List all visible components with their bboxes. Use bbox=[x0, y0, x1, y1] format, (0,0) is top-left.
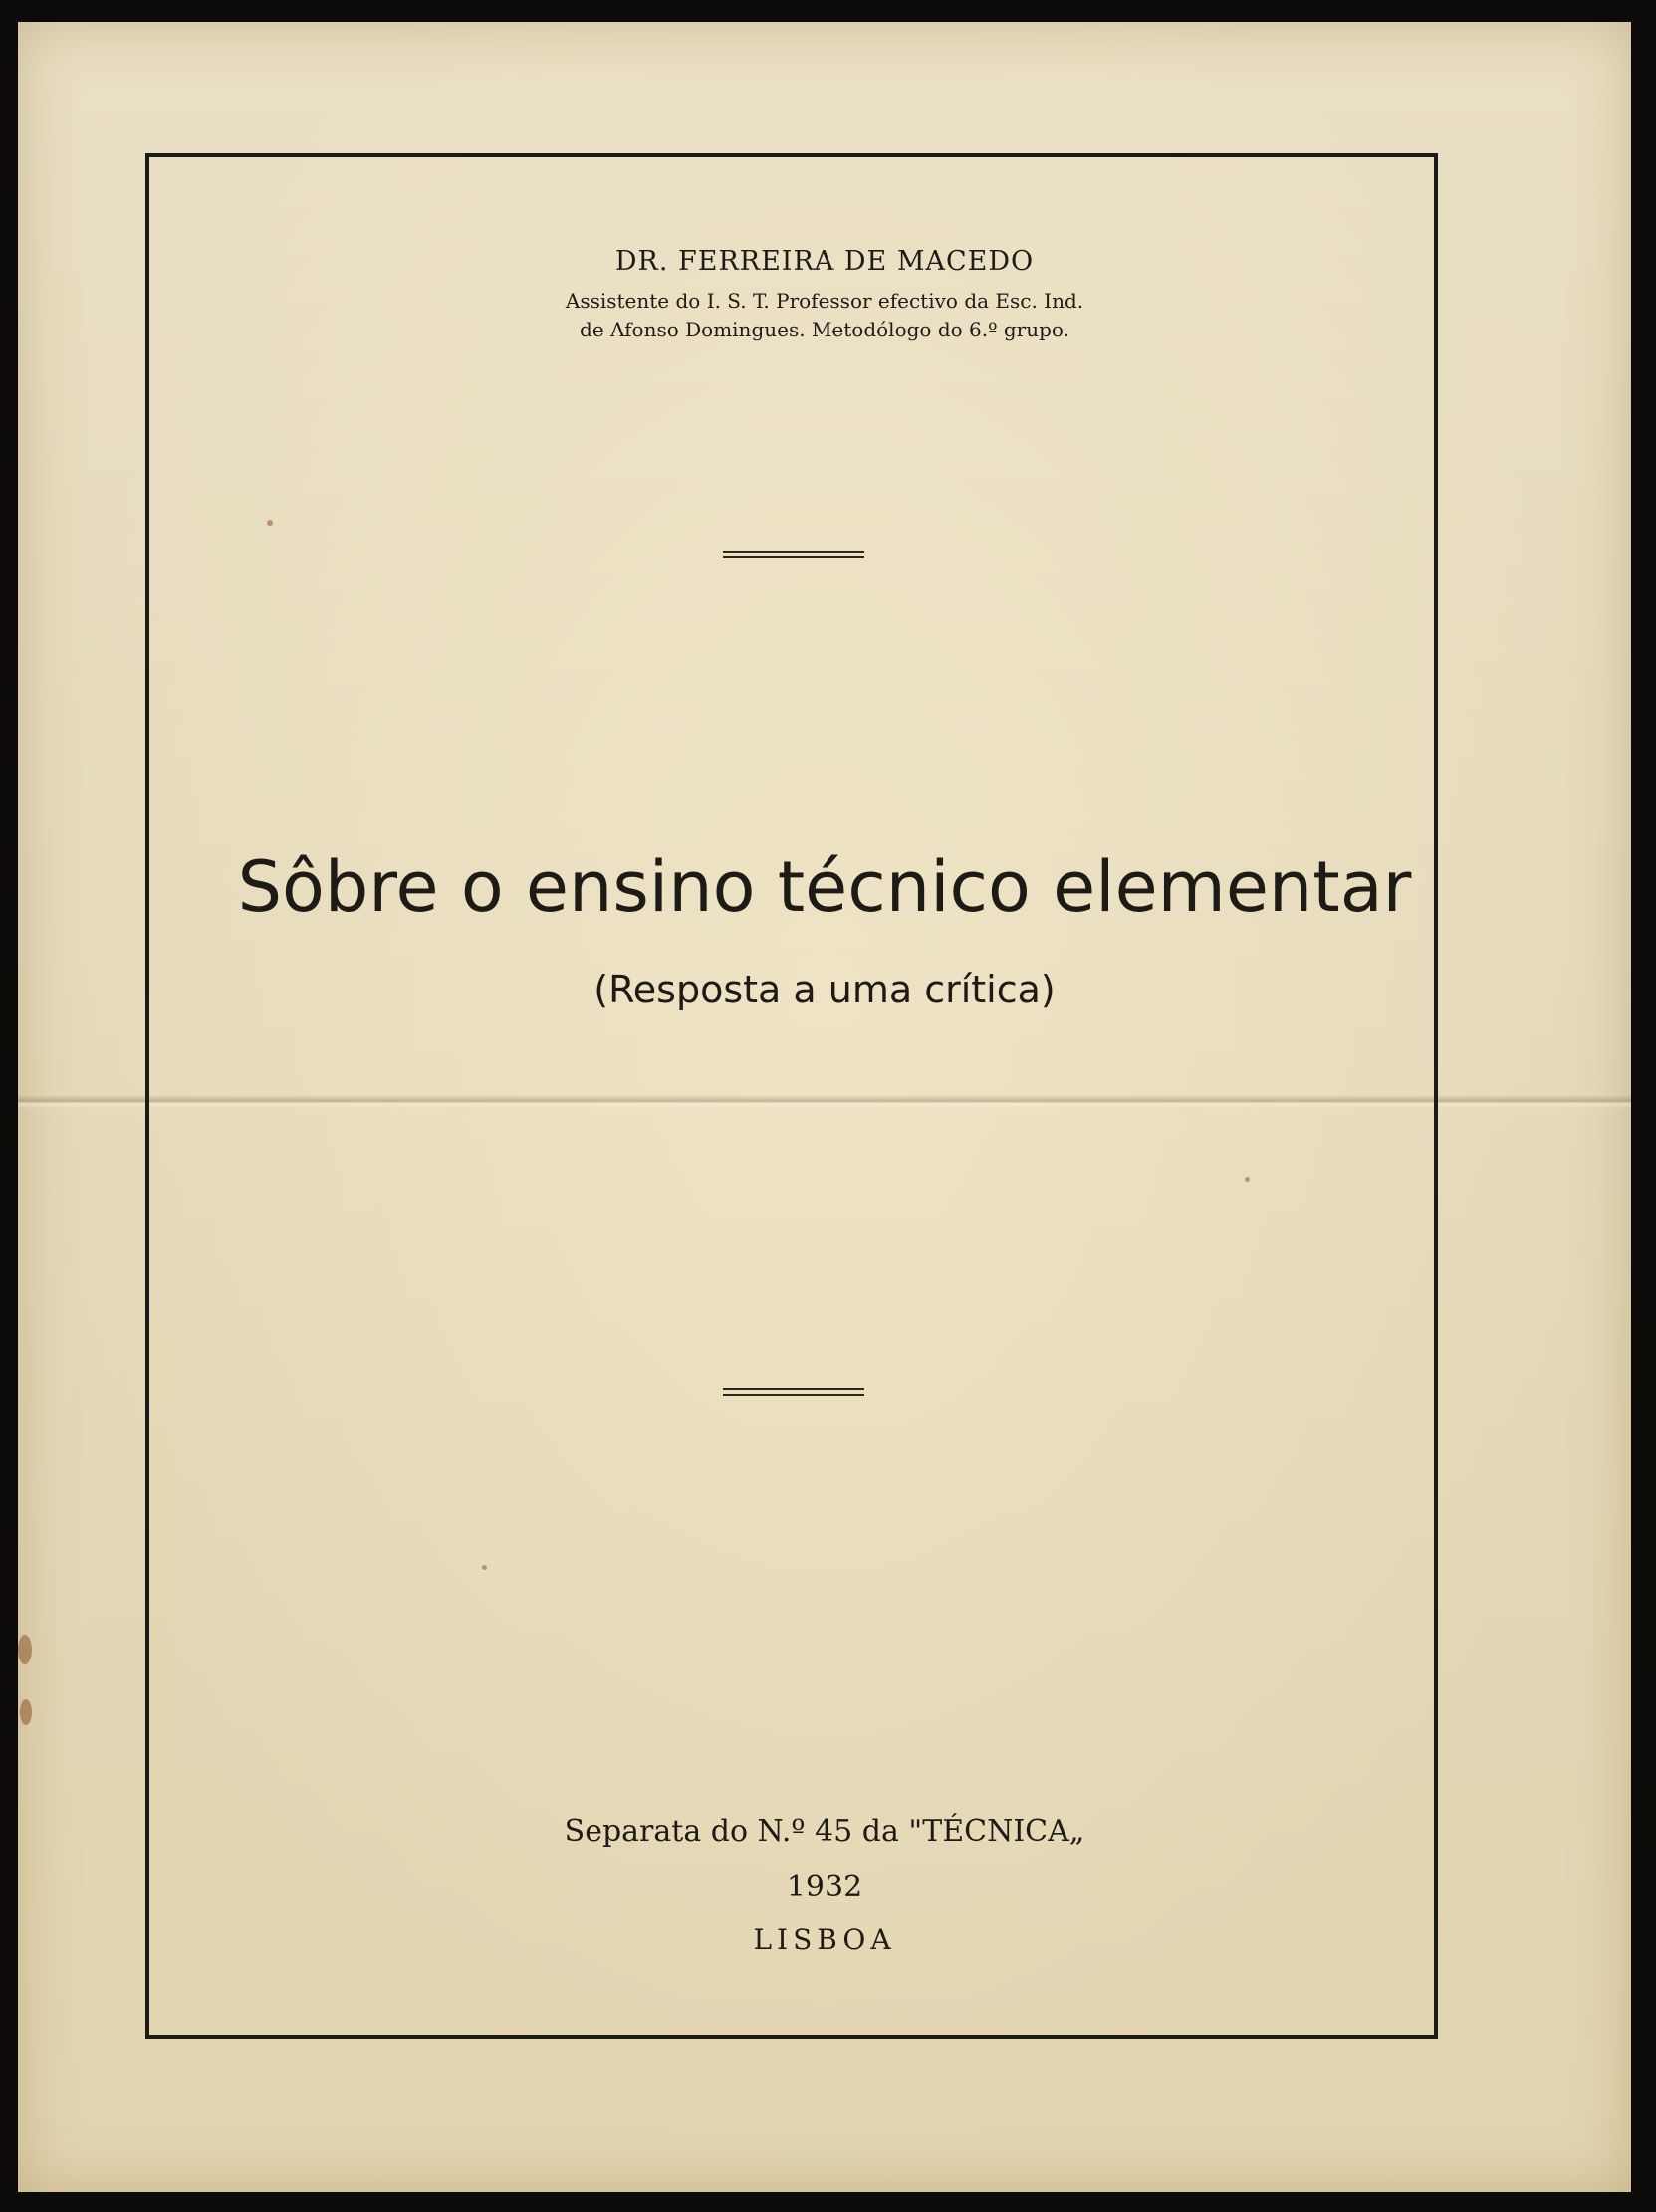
document-title: Sôbre o ensino técnico elementar bbox=[237, 846, 1412, 928]
publication-year: 1932 bbox=[786, 1870, 863, 1904]
paper-sheet bbox=[18, 22, 1631, 2192]
publication-imprint: Separata do N.º 45 da "TÉCNICA„ bbox=[564, 1814, 1085, 1849]
author-affiliation-line-1: Assistente do I. S. T. Professor efectivo da Esc. Ind. bbox=[565, 289, 1084, 313]
stain-mark bbox=[20, 1699, 32, 1725]
author-name: DR. FERREIRA DE MACEDO bbox=[614, 246, 1035, 277]
stain-mark bbox=[18, 1635, 32, 1664]
double-rule-divider-bottom bbox=[723, 1388, 864, 1396]
author-affiliation-line-2: de Afonso Domingues. Metodólogo do 6.º grupo. bbox=[580, 318, 1069, 341]
publication-city: LISBOA bbox=[753, 1923, 896, 1956]
document-subtitle: (Resposta a uma crítica) bbox=[593, 968, 1056, 1011]
double-rule-divider-top bbox=[723, 551, 864, 558]
page-border-frame bbox=[145, 153, 1438, 2039]
